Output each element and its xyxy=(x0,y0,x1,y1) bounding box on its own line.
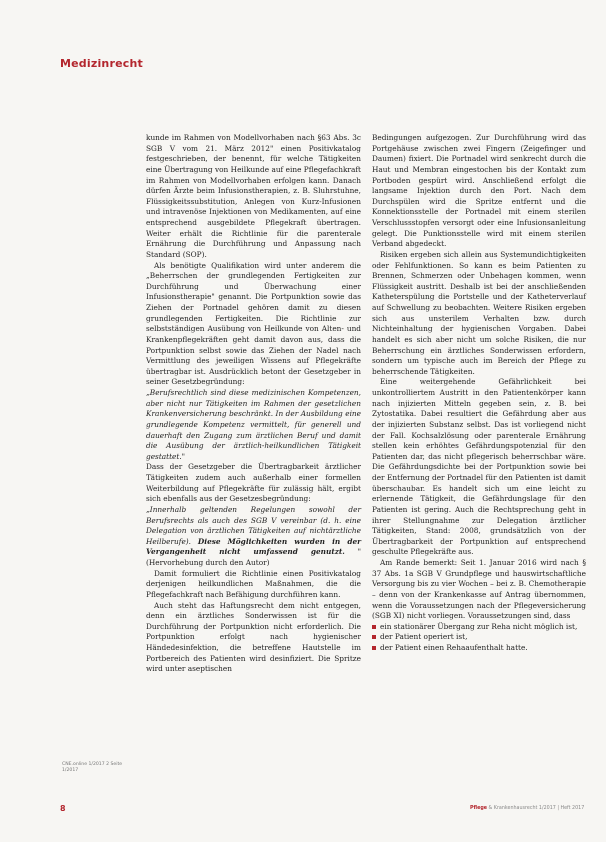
left-column xyxy=(146,133,361,675)
image-credit: CNE.online 1/2017 2 Seite 1/2017 xyxy=(62,762,123,773)
bullet-list xyxy=(372,622,586,654)
paragraph: Am Rande bemerkt: Seit 1. Januar 2016 wird nach § 37 Abs. 1a SGB V Grundpflege und hauswirtschaftliche Versorgung bis zu vier Wochen – bei z. B. Chemotherapie – denn von der Krankenkasse auf Antrag übernommen, wenn die Voraussetzungen nach der Pflegeversicherung (SGB XI) nicht vorliegen. Voraussetzungen sind, dass xyxy=(372,558,586,621)
paragraph: Risiken ergeben sich allein aus Systemundichtigkeiten oder Fehlfunktionen. So kann es beim Patienten zu Brennen, Schmerzen oder Unbehagen kommen, wenn Flüssigkeit austritt. Deshalb ist bei der anschließenden Katheterspülung die Portstelle und der Katheterverlauf auf Schwellung zu beobachten. Weitere Risiken ergeben sich aus unsterilem Verhalten bzw. durch Nichteinhaltung der hygienischen Vorgaben. Dabei handelt es sich aber nicht um solche Risiken, die nur Beherrschung ein ärztliches Sonderwissen erfordern, sondern um typische auch im Bereich der Pflege zu beherrschende Tätigkeiten. xyxy=(372,249,586,376)
list-item: der Patient operiert ist, xyxy=(372,632,586,643)
paragraph: Bedingungen aufgezogen. Zur Durchführung wird das Portgehäuse zwischen zwei Fingern (Zeigefinger und Daumen) fixiert. Die Portnadel wird senkrecht durch die Haut und Membran eingestochen bis der Kontakt zum Portboden gespürt wird. Anschließend erfolgt die langsame Injektion durch den Port. Nach dem Durchspülen wird die Spritze entfernt und die Konnektionsstelle der Portnadel mit einem sterilen Verschlussstopfen versorgt oder eine Infusionsanleitung gelegt. Die Punktionsstelle wird mit einem sterilen Verband abgedeckt. xyxy=(372,133,586,249)
quote-note: " (Hervorhebung durch den Autor) xyxy=(146,547,361,567)
quote-emphasis: Diese Möglichkeiten wurden in der Vergangenheit nicht umfassend genutzt. xyxy=(146,536,361,557)
journal-reference xyxy=(470,806,584,811)
quote: „Berufsrechtlich sind diese medizinischen Kompetenzen, aber nicht nur Tätigkeiten im Rahmen der gesetzlichen Krankenversicherung beschränkt. In der Ausbildung eine grundlegende Kompetenz vermittelt, für generell und dauerhaft den Zugang zum ärztlichen Beruf und damit die Ausübung der ärztlich-heilkundlichen Tätigkeit gestattet." xyxy=(146,388,361,461)
paragraph: Auch steht das Haftungsrecht dem nicht entgegen, denn ein ärztliches Sonderwissen ist für die Durchführung der Portpunktion nicht erforderlich. Die Portpunktion erfolgt nach hygienischer Händedesinfektion, die betreffene Hautstelle im Portbereich des Patienten wird desinfiziert. Die Spritze wird unter aseptischen xyxy=(146,600,361,674)
right-column xyxy=(372,133,586,654)
section-label: Medizinrecht xyxy=(60,57,143,70)
quote-with-emphasis xyxy=(146,505,361,569)
paragraph: Dass der Gesetzgeber die Übertragbarkeit ärztlicher Tätigkeiten zudem auch außerhalb einer formellen Weiterbildung auf Pflegekräfte für zulässig hält, ergibt sich ebenfalls aus der Gesetzesbegründung: xyxy=(146,462,361,504)
journal-issue: & Krankenhausrecht 1/2017 | Heft 2017 xyxy=(488,806,585,811)
list-item: der Patient einen Rehaaufenthalt hatte. xyxy=(372,643,586,654)
paragraph: Damit formuliert die Richtlinie einen Positivkatalog derjenigen heilkundlichen Maßnahmen, die die Pflegefachkraft nach Befähigung durchführen kann. xyxy=(146,568,361,599)
paragraph: Eine weitergehende Gefährlichkeit bei unkontrolliertem Austritt in den Patientenkörper kann nach injizierten Mitteln gegeben sein, z. B. bei Zytostatika. Dabei resultiert die Gefährdung aber aus der injizierten Substanz selbst. Das ist vorliegend nicht der Fall. Kochsalzlösung oder parenterale Ernährung stellen kein erhöhtes Gefährdungspotenzial für den Patienten dar, das nicht pflegerisch beherrschbar wäre. Die Gefährdungsdichte bei der Portpunktion sowie bei der Entfernung der Portnadel für den Patienten ist damit überschaubar. Es handelt sich um eine leicht zu erlernende Tätigkeit, die Gefährdungslage für den Patienten ist gering. Auch die Rechtsprechung geht in ihrer Stellungnahme zur Delegation ärztlicher Tätigkeiten, Stand: 2008, grundsätzlich von der Übertragbarkeit der Portpunktion auf entsprechend geschulte Pflegekräfte aus. xyxy=(372,377,586,557)
journal-brand: Pflege xyxy=(470,806,488,811)
paragraph: Als benötigte Qualifikation wird unter anderem die „Beherrschen der grundlegenden Fertigkeiten zur Durchführung und Überwachung einer Infusionstherapie" genannt. Die Portpunktion sowie das Ziehen der Portnadel gehören damit zu diesen grundlegenden Fertigkeiten. Die Richtlinie zur selbstständigen Ausübung von Heilkunde von Alten- und Krankenpflegekräften geht damit davon aus, dass die Portpunktion selbst sowie das Ziehen der Nadel nach Vermittlung des jeweiligen Wissens auf Pflegekräfte übertragbar ist. Ausdrücklich betont der Gesetzgeber in seiner Gesetzbegründung: xyxy=(146,260,361,387)
list-item: ein stationärer Übergang zur Reha nicht möglich ist, xyxy=(372,622,586,633)
paragraph: kunde im Rahmen von Modellvorhaben nach §63 Abs. 3c SGB V vom 21. März 2012" einen Positivkatalog festgeschrieben, der benennt, für welche Tätigkeiten eine Übertragung von Heilkunde auf eine Pflegefachkraft im Rahmen von Modellvorhaben erfolgen kann. Danach dürfen Ärzte beim Infusionstherapien, z. B. Sluhrstuhne, Flüssigkeitssubstitution, Anlegen von Kurz-Infusionen und intravenöse Injektionen von Medikamenten, auf eine entsprechend ausgebildete Pflegekraft übertragen. Weiter erhält die Richtlinie für die parenterale Ernährung die Durchführung und Anpassung nach Standard (SOP). xyxy=(146,133,361,259)
page-number: 8 xyxy=(60,804,66,813)
quote-text: „Innerhalb geltenden Regelungen sowohl der Berufsrechts als auch des SGB V vereinbar (d. h. eine Delegation von ärztlichen Tätigkeiten auf nichtärztliche Heilberufe). xyxy=(146,504,361,546)
